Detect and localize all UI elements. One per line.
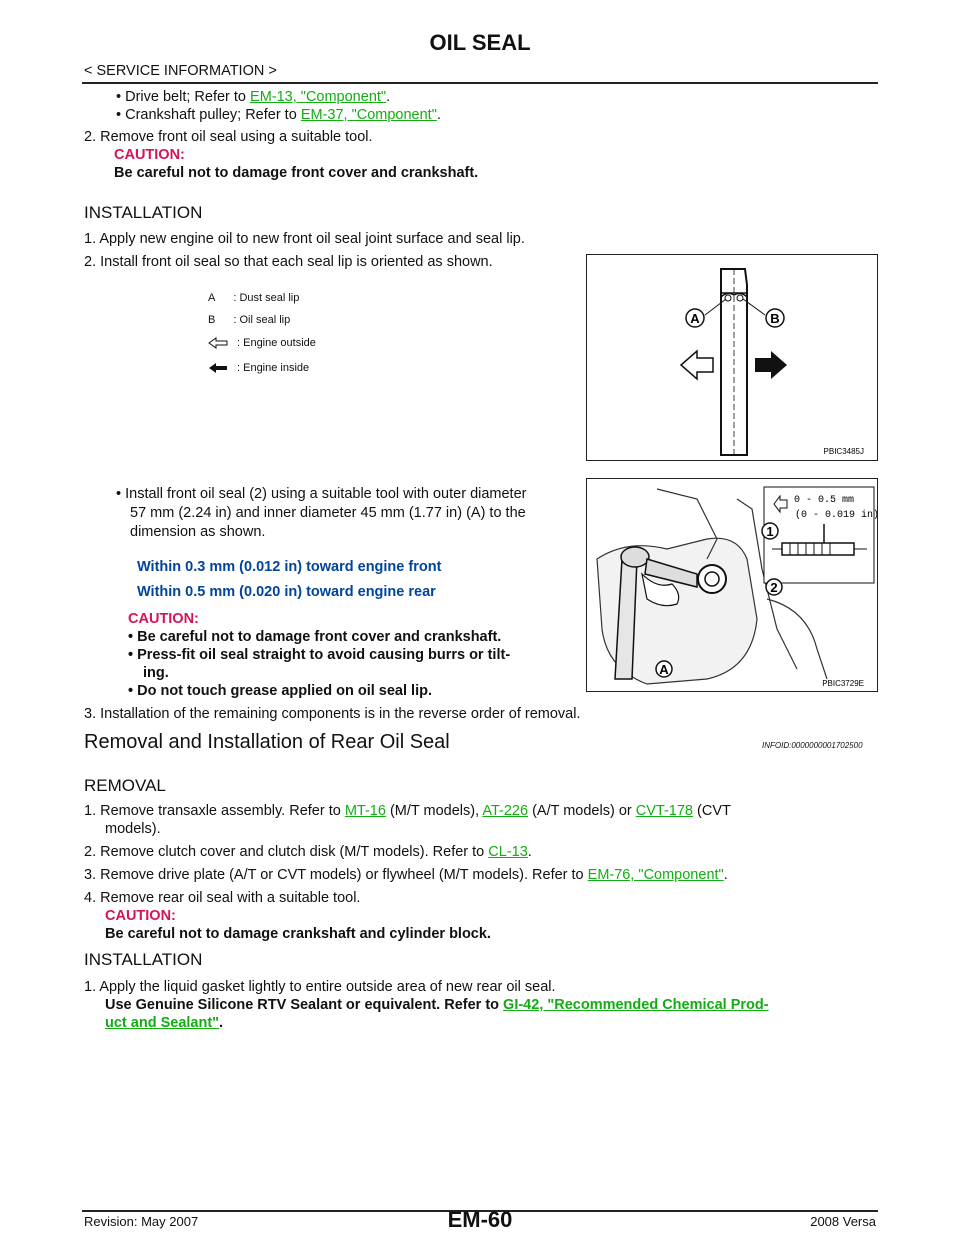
figure-code: PBIC3485J	[823, 447, 864, 456]
link-cl13[interactable]: CL-13	[488, 844, 528, 860]
rear-install-step-1: 1. Apply the liquid gasket lightly to entire outside area of new rear oil seal.	[84, 979, 556, 995]
link-em76[interactable]: EM-76, "Component"	[587, 867, 724, 883]
caution-label: CAUTION:	[114, 147, 185, 163]
step-text: 3. Remove drive plate (A/T or CVT models) or flywheel (M/T models). Refer to	[84, 867, 588, 883]
bullet-dot: •	[128, 647, 138, 663]
step-text: 1. Remove transaxle assembly. Refer to	[84, 803, 345, 819]
installation-heading: INSTALLATION	[84, 203, 203, 222]
step-text: (A/T models) or	[528, 803, 636, 819]
legend-b	[208, 313, 290, 327]
step-text: Use Genuine Silicone RTV Sealant or equivalent. Refer to	[105, 997, 504, 1013]
install-step-1: 1. Apply new engine oil to new front oil seal joint surface and seal lip.	[84, 231, 525, 247]
step-text: .	[527, 844, 532, 860]
page-number: EM-60	[447, 1207, 513, 1232]
bullet-post: .	[436, 107, 441, 123]
rear-removal-step-4: 4. Remove rear oil seal with a suitable tool.	[84, 890, 361, 906]
legend-text: : Engine outside	[237, 337, 316, 349]
label-a: A	[659, 662, 669, 677]
rear-removal-step-1-cont: models).	[105, 821, 161, 837]
bullet-crankshaft-pulley	[116, 106, 441, 125]
caution-item-text: Do not touch grease applied on oil seal lip.	[137, 683, 432, 699]
rear-removal-heading: REMOVAL	[84, 776, 166, 795]
step-text: 2. Remove clutch cover and clutch disk (M/T models). Refer to	[84, 844, 489, 860]
rear-caution-label: CAUTION:	[105, 908, 176, 924]
legend-text: : Engine inside	[237, 362, 310, 374]
step-text: (CVT	[692, 803, 731, 819]
install-step-2: 2. Install front oil seal so that each seal lip is oriented as shown.	[84, 254, 493, 270]
rear-install-sealant	[105, 996, 877, 1015]
dim-mm: 0 - 0.5 mm	[794, 495, 855, 506]
header-rule	[82, 82, 878, 84]
legend-engine-inside	[208, 361, 309, 375]
caution-item-1	[128, 628, 501, 647]
legend-key: A	[208, 292, 216, 304]
spec-rear: Within 0.5 mm (0.020 in) toward engine rear	[137, 584, 436, 600]
rear-install-heading: INSTALLATION	[84, 950, 203, 969]
bullet-post: .	[386, 89, 391, 105]
bullet-text: Install front oil seal (2) using a suitable tool with outer diameter	[125, 486, 527, 502]
bullet-dot: •	[116, 89, 126, 105]
info-id: INFOID:0000000001702500	[762, 741, 863, 750]
step-remove-front-seal: 2. Remove front oil seal using a suitable tool.	[84, 129, 373, 145]
link-em37[interactable]: EM-37, "Component"	[300, 107, 437, 123]
rear-section-title: Removal and Installation of Rear Oil Seal	[84, 731, 450, 753]
caution-text: Be careful not to damage front cover and crankshaft.	[114, 165, 479, 181]
legend-text: : Oil seal lip	[233, 314, 291, 326]
legend-a	[208, 291, 299, 305]
bullet-line-1	[116, 485, 576, 504]
link-at226[interactable]: AT-226	[482, 803, 529, 819]
figure-seal-install-depth	[586, 478, 878, 692]
engine-outside-arrow-icon	[681, 351, 713, 379]
rear-removal-step-3	[84, 866, 728, 885]
caution-label-2: CAUTION:	[128, 611, 199, 627]
link-mt16[interactable]: MT-16	[344, 803, 386, 819]
bullet-drive-belt	[116, 88, 390, 107]
seal-lip-diagram	[587, 255, 877, 460]
install-step-3: 3. Installation of the remaining components is in the reverse order of removal.	[84, 706, 581, 722]
engine-inside-arrow-icon	[755, 351, 787, 379]
bullet-line-2: 57 mm (2.24 in) and inner diameter 45 mm (1.77 in) (A) to the	[130, 505, 526, 521]
step-text: (M/T models),	[385, 803, 483, 819]
rear-caution-text: Be careful not to damage crankshaft and cylinder block.	[105, 926, 491, 942]
dim-in: (0 - 0.019 in)	[795, 510, 877, 521]
bullet-dot: •	[128, 629, 138, 645]
caution-item-3	[128, 682, 432, 701]
step-text: .	[219, 1015, 224, 1031]
seal-install-diagram	[587, 479, 877, 691]
legend-engine-outside	[208, 336, 316, 350]
figure-seal-lip-orientation	[586, 254, 878, 461]
caution-item-2	[128, 646, 578, 665]
rear-removal-step-2	[84, 843, 532, 862]
link-gi42[interactable]: GI-42, "Recommended Chemical Prod-	[503, 997, 769, 1013]
footer-revision: Revision: May 2007	[84, 1214, 199, 1229]
label-b: B	[770, 311, 780, 326]
link-em13[interactable]: EM-13, "Component"	[250, 89, 387, 105]
bullet-dot: •	[116, 486, 126, 502]
bullet-text: Drive belt; Refer to	[125, 89, 251, 105]
bullet-text: Crankshaft pulley; Refer to	[125, 107, 301, 123]
caution-item-2-cont: ing.	[143, 665, 169, 681]
section-label: < SERVICE INFORMATION >	[84, 63, 277, 79]
caution-item-text: Press-fit oil seal straight to avoid causing burrs or tilt-	[137, 647, 511, 663]
link-gi42-cont[interactable]: uct and Sealant"	[105, 1015, 220, 1031]
caution-item-text: Be careful not to damage front cover and crankshaft.	[137, 629, 502, 645]
outline-arrow-icon	[208, 337, 228, 349]
legend-text: : Dust seal lip	[233, 292, 300, 304]
bullet-dot: •	[116, 107, 126, 123]
bullet-dot: •	[128, 683, 138, 699]
solid-arrow-icon	[208, 362, 228, 374]
page-title: OIL SEAL	[429, 30, 531, 55]
rear-install-sealant-cont	[105, 1014, 223, 1033]
bullet-install-front-seal	[116, 485, 576, 542]
label-1: 1	[766, 524, 774, 539]
figure-code: PBIC3729E	[822, 679, 864, 688]
spec-front: Within 0.3 mm (0.012 in) toward engine front	[137, 559, 442, 575]
label-2: 2	[770, 580, 778, 595]
footer-model: 2008 Versa	[810, 1214, 876, 1229]
label-a: A	[690, 311, 700, 326]
link-cvt178[interactable]: CVT-178	[635, 803, 693, 819]
step-text: .	[723, 867, 728, 883]
rear-removal-step-1	[84, 802, 876, 821]
bullet-line-3: dimension as shown.	[130, 524, 266, 540]
legend-key: B	[208, 314, 216, 326]
